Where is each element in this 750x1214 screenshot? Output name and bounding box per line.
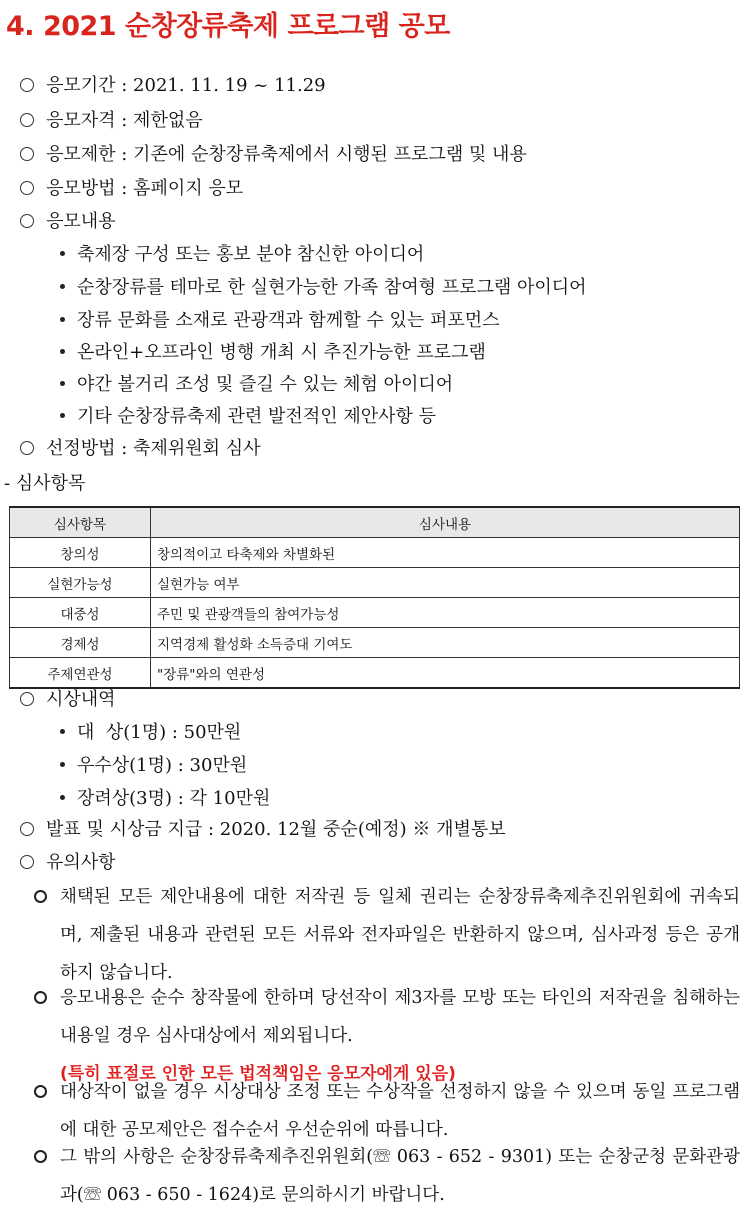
dot-bullet-icon [60, 762, 65, 767]
criteria-name: 대중성 [10, 598, 151, 628]
dot-bullet-icon [60, 317, 65, 322]
note-item [34, 1138, 740, 1214]
criteria-description: 실현가능 여부 [151, 568, 740, 598]
content-bullet [60, 309, 500, 333]
application-method [20, 177, 243, 201]
award-text: 장려상(3명) : 각 10만원 [77, 788, 271, 809]
awards-heading [20, 688, 116, 712]
dot-bullet-icon [60, 251, 65, 256]
hollow-bullet-icon [34, 991, 47, 1004]
item-text: 응모방법 : 홈페이지 응모 [46, 178, 244, 199]
note-text: 응모내용은 순수 창작물에 한하며 당선작이 제3자를 모방 또는 타인의 저작권을 침해하는 내용일 경우 심사대상에서 제외됩니다. [60, 988, 740, 1046]
item-text: 시상내역 [46, 689, 116, 710]
circle-bullet-icon [20, 181, 34, 195]
table-row [10, 628, 740, 658]
dot-bullet-icon [60, 729, 65, 734]
item-text: 발표 및 시상금 지급 : 2020. 12월 중순(예정) ※ 개별통보 [46, 819, 506, 840]
criteria-name: 경제성 [10, 628, 151, 658]
criteria-table [9, 506, 740, 689]
note-text: 그 밖의 사항은 순창장류축제추진위원회(☏ 063 - 652 - 9301) 또는 순창군청 문화관광과(☏ 063 - 650 - 1624)로 문의하시기 바랍니다. [60, 1147, 740, 1205]
circle-bullet-icon [20, 147, 34, 161]
item-text: 유의사항 [46, 852, 116, 873]
criteria-name: 실현가능성 [10, 568, 151, 598]
circle-bullet-icon [20, 113, 34, 127]
dot-bullet-icon [60, 381, 65, 386]
criteria-description: 지역경제 활성화 소득증대 기여도 [151, 628, 740, 658]
award-text: 우수상(1명) : 30만원 [77, 755, 248, 776]
restriction [20, 143, 527, 167]
item-text: 응모내용 [46, 211, 116, 232]
notes-heading [20, 851, 116, 875]
bullet-text: 기타 순창장류축제 관련 발전적인 제안사항 등 [77, 406, 436, 427]
circle-bullet-icon [20, 692, 34, 706]
bullet-text: 순창장류를 테마로 한 실현가능한 가족 참여형 프로그램 아이디어 [77, 277, 587, 298]
content-bullet [60, 341, 486, 365]
selection-method [20, 437, 261, 461]
award-item [60, 754, 247, 778]
criteria-description: 창의적이고 타축제와 차별화된 [151, 538, 740, 568]
circle-bullet-icon [20, 441, 34, 455]
criteria-description: 주민 및 관광객들의 참여가능성 [151, 598, 740, 628]
announcement [20, 818, 506, 842]
page-title: 4. 2021 순창장류축제 프로그램 공모 [6, 11, 450, 42]
criteria-name: 창의성 [10, 538, 151, 568]
criteria-description: "장류"와의 연관성 [151, 658, 740, 689]
dot-bullet-icon [60, 349, 65, 354]
application-content [20, 210, 116, 234]
item-text: 응모제한 : 기존에 순창장류축제에서 시행된 프로그램 및 내용 [46, 144, 527, 165]
note-text: 채택된 모든 제안내용에 대한 저작권 등 일체 권리는 순창장류축제추진위원회에 귀속되며, 제출된 내용과 관련된 모든 서류와 전자파일은 반환하지 않으며, 심사과정 등은 공개하지 않습니다. [60, 887, 740, 983]
hollow-bullet-icon [34, 890, 47, 903]
content-bullet [60, 405, 436, 429]
hollow-bullet-icon [34, 1085, 47, 1098]
bullet-text: 온라인+오프라인 병행 개최 시 추진가능한 프로그램 [77, 342, 486, 363]
table-header-row [10, 507, 740, 538]
column-header: 심사내용 [151, 507, 740, 538]
criteria-heading: - 심사항목 [4, 473, 86, 494]
circle-bullet-icon [20, 855, 34, 869]
content-bullet [60, 243, 424, 267]
dot-bullet-icon [60, 284, 65, 289]
criteria-name: 주제연관성 [10, 658, 151, 689]
note-item [34, 878, 740, 992]
award-item [60, 787, 270, 811]
warning-text: (특히 표절로 인한 모든 법적책임은 응모자에게 있음) [60, 1064, 456, 1084]
circle-bullet-icon [20, 214, 34, 228]
content-bullet [60, 276, 587, 300]
award-item [60, 721, 241, 745]
table-row [10, 538, 740, 568]
application-period [20, 74, 326, 98]
note-text: 대상작이 없을 경우 시상대상 조정 또는 수상작을 선정하지 않을 수 있으며 동일 프로그램에 대한 공모제안은 접수순서 우선순위에 따릅니다. [60, 1082, 740, 1140]
column-header: 심사항목 [10, 507, 151, 538]
eligibility [20, 109, 203, 133]
dot-bullet-icon [60, 413, 65, 418]
award-text: 대 상(1명) : 50만원 [77, 722, 242, 743]
bullet-text: 장류 문화를 소재로 관광객과 함께할 수 있는 퍼포먼스 [77, 310, 500, 331]
circle-bullet-icon [20, 78, 34, 92]
table-row [10, 598, 740, 628]
table-row [10, 658, 740, 689]
item-text: 선정방법 : 축제위원회 심사 [46, 438, 261, 459]
table-row [10, 568, 740, 598]
bullet-text: 축제장 구성 또는 홍보 분야 참신한 아이디어 [77, 244, 425, 265]
dot-bullet-icon [60, 795, 65, 800]
item-text: 응모자격 : 제한없음 [46, 110, 203, 131]
circle-bullet-icon [20, 822, 34, 836]
item-text: 응모기간 : 2021. 11. 19 ~ 11.29 [46, 75, 326, 96]
hollow-bullet-icon [34, 1150, 47, 1163]
content-bullet [60, 373, 453, 397]
bullet-text: 야간 볼거리 조성 및 즐길 수 있는 체험 아이디어 [77, 374, 454, 395]
